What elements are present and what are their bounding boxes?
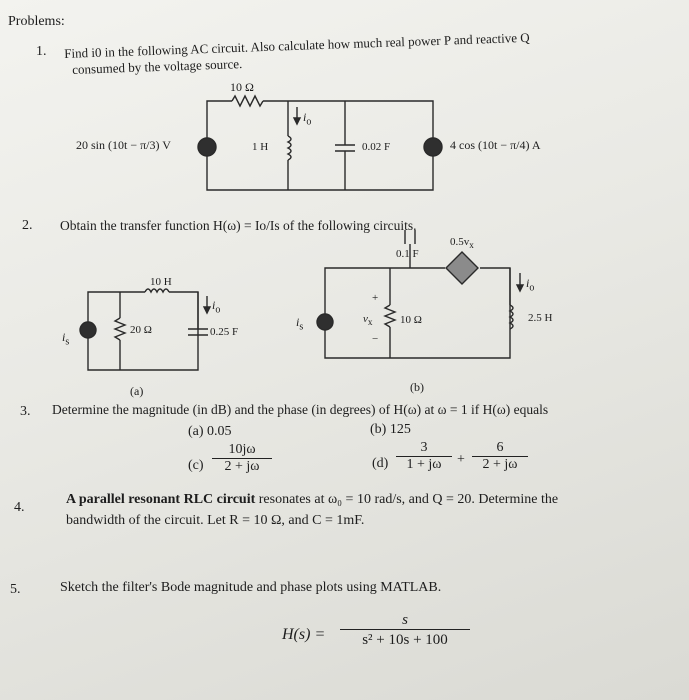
- option-a: (a) 0.05: [188, 424, 232, 439]
- resistor-20ohm: [115, 318, 125, 340]
- option-d-denominator-2: 2 + jω: [472, 456, 528, 473]
- option-b: (b) 125: [370, 422, 411, 437]
- voltage-source: [198, 138, 216, 156]
- caption-a: (a): [130, 384, 144, 398]
- io-label: $i_o$: [303, 110, 312, 128]
- problem-5-text: Sketch the filter's Bode magnitude and phase plots using MATLAB.: [60, 580, 442, 595]
- problem-1-line-1: Find i0 in the following AC circuit. Also calculate how much real power P and reactive Q: [64, 29, 530, 61]
- vx-label: $v_x$: [363, 313, 373, 328]
- problem-1-number: 1.: [36, 44, 47, 59]
- resistor-label: 10 Ω: [230, 80, 254, 94]
- current-source-b: [317, 314, 333, 330]
- current-source: [424, 138, 442, 156]
- io-arrowhead: [294, 118, 300, 124]
- problem-4-rest: resonates at ω₀ = 10 rad/s, and Q = 20. Determine the: [255, 492, 559, 507]
- inductor-label-a: 10 H: [150, 276, 172, 288]
- current-source-label: 4 cos (10t − π/4) A: [450, 138, 541, 152]
- voltage-source-label: 20 sin (10t − π/3) V: [76, 138, 171, 152]
- option-d-numerator-2: 6: [496, 440, 504, 455]
- transfer-function-fraction: [340, 612, 470, 649]
- io-arrowhead: [204, 307, 210, 313]
- problems-heading: Problems:: [8, 14, 65, 29]
- io-arrowhead: [517, 285, 523, 291]
- problem-5-number: 5.: [10, 582, 21, 597]
- current-source-a: [80, 322, 96, 338]
- inductor-10h: [145, 289, 169, 292]
- transfer-function-lhs: H(s) =: [282, 626, 326, 643]
- resistor-label-b: 10 Ω: [400, 314, 422, 326]
- inductor-label-b: 2.5 H: [528, 312, 553, 324]
- problem-4-bold: A parallel resonant RLC circuit: [66, 492, 256, 507]
- inductor-label: 1 H: [252, 141, 269, 153]
- current-source-label-a: $i_s$: [62, 330, 70, 348]
- problem-2-number: 2.: [22, 218, 33, 233]
- io-label-a: $i_o$: [212, 298, 221, 316]
- dependent-source-label: $0.5v_x$: [450, 236, 474, 251]
- problem-4-line-2: bandwidth of the circuit. Let R = 10 Ω, and C = 1mF.: [66, 513, 365, 528]
- transfer-function-denominator: s² + 10s + 100: [340, 629, 470, 649]
- option-c-fraction: [212, 442, 272, 475]
- io-label-b: $i_o$: [526, 276, 535, 294]
- problem-3-text: Determine the magnitude (in dB) and the phase (in degrees) of H(ω) at ω = 1 if H(ω) equals: [52, 402, 549, 417]
- plus-sign: +: [372, 292, 379, 304]
- option-c-numerator: 10jω: [228, 442, 256, 457]
- option-d-denominator-1: 1 + jω: [396, 456, 452, 473]
- caption-b: (b): [410, 380, 424, 394]
- resistor-label-a: 20 Ω: [130, 324, 152, 336]
- minus-sign: −: [372, 333, 379, 345]
- problem-4-number: 4.: [14, 500, 25, 515]
- option-d-fraction-2: [472, 440, 528, 473]
- wire: [325, 268, 510, 358]
- option-d-label: (d): [372, 456, 389, 471]
- problem-2-text: Obtain the transfer function H(ω) = Io/Is of the following circuits.: [60, 218, 417, 233]
- option-d-numerator-1: 3: [420, 440, 428, 455]
- wire: [207, 150, 433, 190]
- capacitor-label: 0.02 F: [362, 141, 391, 153]
- option-c-label: (c): [188, 458, 204, 473]
- problem-1-line-2: consumed by the voltage source.: [72, 56, 243, 77]
- option-d-fraction-1: [396, 440, 452, 473]
- option-d-plus: +: [457, 452, 465, 467]
- problem-3-number: 3.: [20, 404, 31, 419]
- wire: [325, 268, 445, 322]
- inductor-1h: [288, 136, 291, 160]
- capacitor-label-b: 0.1 F: [396, 248, 419, 260]
- transfer-function-numerator: s: [402, 612, 408, 628]
- resistor-10ohm-b: [385, 305, 395, 327]
- option-c-denominator: 2 + jω: [212, 458, 272, 475]
- dependent-source: [446, 252, 478, 284]
- problem-4-line-1: [66, 490, 558, 510]
- resistor-10ohm: [232, 96, 263, 106]
- capacitor-label-a: 0.25 F: [210, 326, 239, 338]
- current-source-label-b: $i_s$: [296, 315, 304, 333]
